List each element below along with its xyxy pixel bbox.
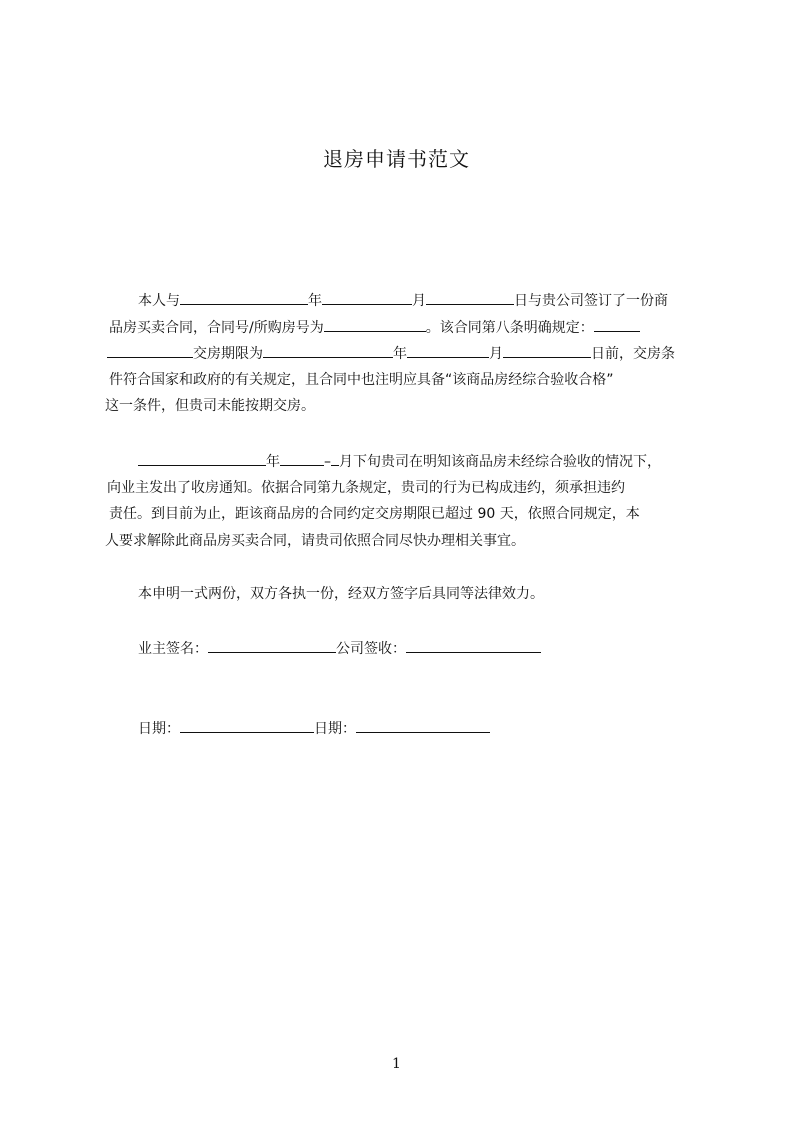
text: 品房买卖合同，合同号/所购房号为: [109, 320, 324, 336]
text: 年: [266, 454, 280, 470]
blank-field: [407, 343, 489, 358]
blank-field: [280, 451, 324, 466]
date-label-1: 日期：: [138, 721, 180, 737]
p3-line: 本申明一式两份，双方各执一份，经双方签字后具同等法律效力。: [138, 586, 544, 602]
text: 月: [412, 293, 426, 309]
p2-line-4: 人要求解除此商品房买卖合同，请贵司依照合同尽快办理相关事宜。: [105, 533, 525, 549]
text: 月: [489, 346, 503, 362]
owner-signature-field[interactable]: [208, 638, 336, 653]
text: 。该合同第八条明确规定：: [425, 320, 594, 336]
text: 月下旬贵司在明知该商品房未经综合验收的情况下，: [339, 454, 661, 470]
blank-field: [594, 317, 640, 332]
date-field-1[interactable]: [180, 718, 314, 733]
text: 日前，交房条: [591, 346, 675, 362]
company-signature-label: 公司签收：: [336, 641, 406, 657]
p2-line-1: [138, 451, 661, 472]
blank-field: [107, 343, 193, 358]
blank-field: [263, 343, 393, 358]
company-signature-field[interactable]: [406, 638, 541, 653]
blank-field: [324, 317, 426, 332]
text: 本人与: [138, 293, 180, 309]
p2-line-2: 向业主发出了收房通知。依据合同第九条规定，贵司的行为已构成违约，须承担违约: [107, 480, 625, 496]
blank-field: [138, 451, 266, 466]
p1-line-1: [138, 290, 668, 311]
blank-field: [426, 290, 514, 305]
blank-field: [180, 290, 308, 305]
text: 交房期限为: [193, 346, 263, 362]
p1-line-3: [107, 343, 675, 364]
text: 年: [308, 293, 322, 309]
text: 日与贵公司签订了一份商: [514, 293, 668, 309]
date-line: [138, 718, 490, 739]
p1-line-4: 件符合国家和政府的有关规定，且合同中也注明应具备“该商品房经综合验收合格”: [109, 372, 614, 388]
p2-line-3: 责任。到目前为止，距该商品房的合同约定交房期限已超过 90 天，依照合同规定，本: [109, 506, 640, 522]
page-number: 1: [392, 1056, 401, 1072]
blank-field: [331, 451, 339, 466]
blank-field: [322, 290, 412, 305]
signature-line: [138, 638, 541, 659]
date-label-2: 日期：: [314, 721, 356, 737]
page-title: 退房申请书范文: [323, 147, 470, 171]
owner-signature-label: 业主签名：: [138, 641, 208, 657]
date-field-2[interactable]: [356, 718, 490, 733]
text: 年: [393, 346, 407, 362]
blank-field: [503, 343, 591, 358]
p1-line-5: 这一条件，但贵司未能按期交房。: [105, 398, 315, 414]
text: –: [324, 454, 331, 470]
p1-line-2: [109, 317, 640, 338]
